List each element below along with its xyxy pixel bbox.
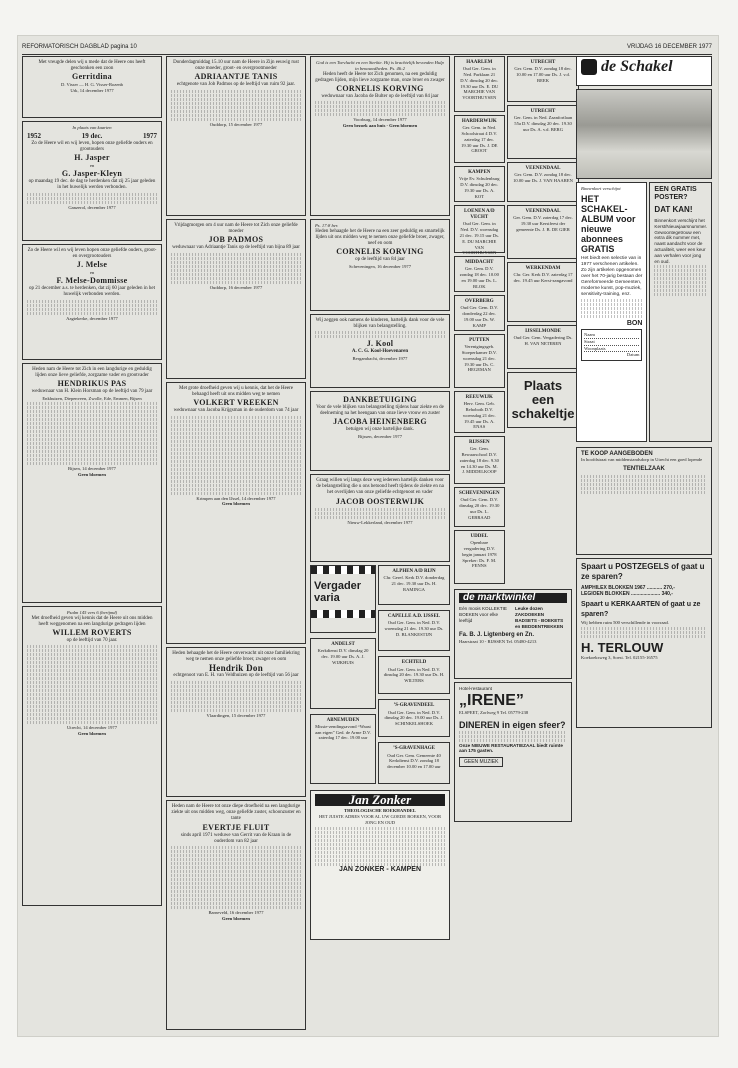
notice-text: Graag willen wij langs deze weg iedereen hartelijk danken voor de belangstelling die u ons betoond heeft tijdens de ziekte en na het overlijden van onze geliefde echtgenoot en vader: [316, 478, 444, 496]
anniversary-date: 19 dec.: [81, 131, 103, 140]
postzegels-line-2: LEGIOEN BLOKKEN ..................... 340,-: [581, 591, 673, 598]
hotel-irene-ad: [454, 682, 572, 822]
obituary-fluit: [166, 800, 306, 1030]
poster-text: Binnenkort verschijnt het Kerst/Nieuwjaarsnummer. Gewoontegetrouw een extra dik nummer met, naast aandacht voor de actualiteit, weer een keur aan verhalen voor jong en oud.: [654, 218, 708, 264]
notice-name: CORNELIS KORVING: [336, 84, 424, 93]
notice-name: CORNELIS KORVING: [336, 247, 424, 257]
column-2: [166, 56, 306, 1031]
notice-place: Bijssen, december 1977: [357, 433, 402, 439]
church-item-2: KAMPEN Vrije Ev. Schulenburg D.V. dinsdag 20 dec. 19.30 uur Ds. A. KOT: [454, 166, 505, 202]
te-koop-sub: TENTIELZAAK: [623, 466, 665, 472]
poster-question: EEN GRATIS POSTER?: [654, 186, 697, 201]
notice-place: Utrecht, 14 december 1977: [66, 725, 117, 731]
obituary-pas: [22, 363, 162, 603]
notice-text: Heden nam de Heere tot onze diepe droefheid na een langdurige ziekte uit ons midden weg, onze geliefde zuster, schoonzuster en tante: [171, 804, 301, 822]
notice-text: weduwnaar van Jacoba Krijgsman in de ouderdom van 74 jaar: [173, 408, 299, 414]
notice-name: JACOBA HEINENBERG: [333, 417, 427, 427]
notice-name: G. Jasper-Kleyn: [61, 169, 123, 179]
schakel-album-card: [576, 182, 647, 442]
notice-text: op maandag 19 dec. de dag te herdenken dat zij 25 jaar geleden in het huwelijk werden verbonden.: [28, 179, 156, 191]
notice-name: EVERTJE FLUIT: [202, 822, 270, 832]
year-start: 1952: [27, 131, 41, 140]
church-item-12: UTRECHT Ger. Gem. in Ned. Zaanfortlaan 55a D.V. dinsdag 20 dec. 19.30 uur Ds. A. v.d. BERG: [507, 105, 580, 159]
notice-and: en: [89, 163, 95, 169]
plaats-schakeltje-ad: [507, 372, 580, 428]
thanks-kool: [310, 314, 450, 388]
notice-place: Bergambacht, december 1977: [352, 355, 408, 361]
notice-and: en: [89, 270, 95, 276]
postzegels-addr: Koekoeksweg 3, Soest. Tel. 02155-16575: [581, 655, 658, 661]
column-5: [576, 56, 712, 1031]
hotel-name: „IRENE”: [459, 691, 524, 709]
notice-place: Ganzerol, december 1977: [68, 204, 116, 210]
notice-closing: Geen bloemen: [78, 731, 106, 737]
church-list-left: [454, 56, 505, 587]
notice-name-2: A. C. G. Kool-Hoevenaren: [351, 349, 409, 355]
notice-closing: Geen bezoek aan huis - Geen bloemen: [342, 123, 418, 128]
church-item-8: RIJSSEN Ger. Gem. Bewaarschool D.V. zaterdag 18 dec. 9.30 en 14.30 uur Ds. M. J. MIDDELKOOP: [454, 436, 505, 484]
meeting-item-5: ’S-GRAVENDEEL Oud Ger. Gem. in Ned. D.V. dinsdag 20 dec. 19.00 uur Ds. J. SCHINKELSHOEK: [378, 699, 450, 737]
notice-text: Heden heeft de Heere tot Zich genomen, na een geduldig gedragen lijden, mijn lieve zorgzame man, onze broer en zwager: [315, 71, 445, 83]
notice-text: weduwnaar van Jacoba de Bulter op de leeftijd van 84 jaar: [321, 94, 439, 99]
notice-text: Vrijdagmorgen om 4 uur nam de Heere tot Zich onze geliefde moeder: [174, 223, 298, 235]
notice-place: Nieuw-Lekkerland, december 1977: [347, 519, 413, 525]
church-item-5: OVERBERG Oud Ger. Gem. D.V. donderdag 22 dec. 19.00 uur Ds. W. KAMP: [454, 295, 505, 331]
church-item-1: HARDERWIJK Ger. Gem. in Ned. Schoolstraat 4 D.V. zaterdag 17 dec. 19.30 uur Ds. J. DE GROOT: [454, 115, 505, 163]
notice-text: op de leeftijd van 84 jaar: [355, 257, 405, 263]
te-koop-text: In hoofdstraat van middenstandsdorp in Utrecht een goed lopende: [581, 457, 703, 463]
notice-text: Met grote droefheid geven wij u kennis, dat het de Heere behaagd heeft uit ons midden weg te nemen: [179, 386, 293, 398]
notice-place: Ouddorp, 16 december 1977: [209, 284, 263, 290]
notice-text: Met droefheid geven wij kennis dat de Heere uit ons midden heeft weggenomen na een langdurige gedragen lijden: [31, 615, 153, 627]
obituary-korving-1: [310, 56, 450, 216]
notice-name: J. Melse: [76, 260, 108, 270]
notice-quote: Psalm 145 vers 6 (berijmd): [66, 610, 118, 615]
notice-text: weduwnaar van Adriaantje Tanis op de leeftijd van bijna 89 jaar: [172, 245, 300, 251]
card-label: Binnenkort verschijnt: [581, 186, 621, 191]
notice-text: betuigen wij onze hartelijke dank.: [346, 427, 414, 433]
thanks-oosterwijk: [310, 474, 450, 562]
church-item-4: MIDDACHT Ger. Gem. D.V. zondag 18 dec. 10.00 en 19.00 uur Ds. L. BLOK: [454, 256, 505, 292]
thanks-heinenberg: [310, 391, 450, 471]
bookshop-text: HET JUISTE ADRES VOOR AL UW GOEDE BOEKEN, VOOR JONG EN OUD: [318, 814, 442, 825]
notice-text: Voor de vele blijken van belangstelling tijdens haar ziekte en de deelneming na het heengaan van onze lieve vrouw en zuster: [316, 405, 444, 417]
markt-sub: Leuke dozen ZAKDOEKEN BADSETS - BOEKETS en BEDDENTREKKEN: [515, 606, 564, 629]
page-header: [22, 40, 712, 55]
vergader-varia-logo: [310, 565, 376, 633]
notice-name: J. Kool: [366, 339, 394, 349]
notice-text: weduwnaar van H. Klein Horsman op de leeftijd van 79 jaar: [31, 389, 153, 395]
postzegels-ad: [576, 558, 712, 728]
notice-place: Vlaardingen, 15 december 1977: [206, 712, 266, 718]
markt-text: Eén moois KOLLEKTIE BOEKEN voor elke leeftijd: [459, 606, 508, 623]
notice-text: Zo de Heere wil en wij leven, hopen onze geliefde ouders en grootouders: [31, 141, 153, 153]
notice-place: Scheveningen, 16 december 1977: [349, 263, 411, 269]
meeting-item-4: ECHTELD Oud Ger. Gem. in Ned. D.V. dinsdag 20 dec. 19.30 uur Ds. H. WILTERS: [378, 656, 450, 694]
church-item-11: UTRECHT Ger. Gem. D.V. zondag 18 dec. 10.00 en 17.00 uur Ds. J. v.d. BEEK: [507, 56, 580, 102]
winter-photo: [576, 89, 712, 179]
meeting-item-1: ABNEMUDEN Missie-zendingsavond “Waast aan eigen” Ged. de Arme D.V. zaterdag 17 dec. 19.00 uur: [310, 714, 376, 784]
postzegels-text: Wij hebben ruim 500 verschillende in voorraad.: [581, 620, 669, 626]
header-right: VRIJDAG 16 DECEMBER 1977: [626, 44, 712, 50]
meeting-item-3: CAPELLE A.D. IJSSEL Oud Ger. Gem. in Ned. D.V. woensdag 21 dec. 19.30 uur Ds. D. BLANKESTIJN: [378, 610, 450, 652]
church-item-16: IJSSELMONDE Oud Ger. Gem. Vergadering Ds. H. VAN NETEREN: [507, 325, 580, 369]
column-1: [22, 56, 162, 1031]
church-item-13: VEENENDAAL Ger. Gem. D.V. zondag 18 dec. 10.00 uur Ds. J. VAN HAAREN: [507, 162, 580, 202]
poster-promo: [649, 182, 712, 442]
plaats-title: Plaats een schakeltje: [511, 378, 575, 421]
notice-place: Bijsen, 14 december 1977: [68, 466, 116, 472]
card-head: HET SCHAKEL-ALBUM voor nieuwe abonnees GRATIS: [581, 193, 636, 254]
notice-text: echtgenote van Job Padmos op de leeftijd van ruim 92 jaar.: [176, 82, 296, 88]
anniversary-notice-1: [22, 121, 162, 241]
bookshop-name: Jan Zonker: [348, 792, 412, 807]
church-list-right: [507, 56, 580, 587]
schakel-logo-icon: [581, 59, 597, 75]
te-koop-ad: [576, 447, 712, 555]
notice-closing: Geen bloemen: [222, 501, 250, 507]
postzegels-question: Spaart u KERKAARTEN of gaat u ze sparen?: [581, 601, 701, 619]
schakel-logo-text: de Schakel: [601, 57, 673, 75]
bon-field-city[interactable]: Woonplaats: [584, 346, 639, 353]
hotel-addr: ELSPEET, Zorlweg 9 Tel. 05779-238: [459, 709, 529, 715]
notice-text: Heden nam de Heere tot Zich in een langdurige en geduldig lijden onze lieve geliefde, zorgzame vader en grootvader: [32, 367, 152, 379]
notice-text: Donderdagmiddag 15.10 uur nam de Heere in Zijn eeuwig rust onze moeder, groot- en overgrootmoeder: [173, 60, 299, 72]
column-3: [310, 56, 450, 1031]
notice-place: Aagtekerke, december 1977: [66, 315, 118, 321]
meeting-section: [310, 565, 450, 787]
bookshop-footer: JAN ZONKER - KAMPEN: [338, 865, 422, 873]
notice-place: Voorburg, 14 december 1977: [353, 117, 407, 123]
hotel-badge: GEEN MUZIEK: [459, 757, 503, 767]
notice-text: echtgenoot van E. H. van Veldhuizen op de leeftijd van 56 jaar: [173, 673, 299, 679]
marktwinkel-ad: [454, 589, 572, 679]
schakel-logo-bar: [576, 56, 712, 86]
bon-form: [581, 329, 642, 361]
notice-place: Barneveld, 16 december 1977: [208, 910, 264, 916]
birth-notice: [22, 56, 162, 118]
header-left: REFORMATORISCH DAGBLAD pagina 10: [22, 44, 137, 50]
markt-addr: Haarstraat 10 - RIJSSEN Tel. 05480-4213: [459, 638, 537, 644]
markt-name: Fa. B. J. Ligtenberg en Zn.: [459, 632, 535, 639]
notice-family: Enkhuizen, Diepenveen, Zwolle, Ede, Emmen, Bijsen: [42, 395, 142, 401]
hotel-ask: DINEREN in eigen sfeer?: [459, 719, 566, 730]
church-item-3: LOENEN A/D VECHT Oud Ger. Gem. in Ned. D.V. woensdag 21 dec. 19.15 uur Ds. E. DU MARCHIE VAN VOORTHUYSEN: [454, 205, 505, 253]
notice-name: H. Jasper: [74, 153, 110, 163]
obituary-vreeken: [166, 382, 306, 644]
postzegels-line-1: AMPHILEX BLOKKEN 1967 ........... 270,-: [581, 585, 675, 591]
church-item-9: SCHEVENINGEN Oud Ger. Gem. D.V. dinsdag 20 dec. 19.30 uur Ds. L. GEBRAAD: [454, 487, 505, 527]
notice-name: JOB PADMOS: [208, 235, 264, 245]
notice-name: VOLKERT VREEKEN: [193, 398, 279, 408]
notice-text: sinds april 1971 weduwe van Gerrit van de Kraan in de ouderdom van 82 jaar: [180, 832, 292, 844]
obituary-tanis: [166, 56, 306, 216]
notice-text: Wij zeggen ook namens de kinderen, hartelijk dank voor de vele blijken van belangstelling.: [315, 318, 445, 330]
meeting-item-0: ANDELST Kerkdienst D.V. dinsdag 20 dec. 19.00 uur Ds. A. J. WIJKHUIS: [310, 638, 376, 708]
vergader-varia-title: Vergader varia: [314, 580, 362, 604]
church-item-10: UDDEL Openbare vergadering D.V. begin januari 1978 Spreker: Ds. F. M. FENNS: [454, 530, 505, 584]
notice-name: HENDRIKUS PAS: [57, 379, 127, 389]
church-item-0: HAARLEM Oud Ger. Gem. in Ned. Parklaan 21 D.V. dinsdag 20 dec. 19.30 uur Ds. E. DU MARCHIE VAN VOORTHUYSEN: [454, 56, 505, 112]
notice-closing: Geen bloemen: [78, 472, 106, 478]
notice-title: DANKBETUIGING: [343, 395, 417, 404]
notice-quote: God is een Toevlucht en een Sterkte. Hij is krachtelijk bevonden Hulp in benauwdheden. Ps. 46:2: [316, 60, 444, 71]
notice-name: WILLEM ROVERTS: [52, 628, 132, 638]
bookshop-sub: THEOLOGISCHE BOEKHANDEL: [344, 808, 416, 814]
card-text: Het biedt een selectie van in 1977 verschenen artikelen. Zo zijn artikelen opgenomen over het 70-jarig bestaan der Gereformeerde Gemeenten, moderne kunst, pop-muziek, sensitivity-training, enz.: [581, 255, 643, 297]
notice-intro: In plaats van kaarten: [72, 125, 112, 130]
notice-name: F. Melse-Dommisse: [56, 276, 128, 286]
meeting-item-2: ALPHEN A/D RIJN Chr. Geref. Kerk D.V. donderdag 21 dec. 19.30 uur Ds. H. RAMINGA: [378, 565, 450, 605]
notice-place: Urk, 14 december 1977: [70, 88, 114, 94]
postzegels-name: H. TERLOUW: [581, 640, 664, 656]
year-end: 1977: [142, 131, 157, 140]
anniversary-notice-2: [22, 244, 162, 360]
notice-text: op 21 december a.s. te herdenken, dat zij 60 jaar geleden in het huwelijk verbonden werden.: [29, 286, 155, 298]
notice-text: Met vreugde delen wij u mede dat de Heere ons heeft geschonken een zoon: [38, 60, 146, 72]
notice-text: Heden behaagde het de Heere onverwacht uit onze familiekring weg te nemen onze geliefde broer, zwager en oom: [172, 651, 300, 663]
notice-name: Hendrik Don: [208, 663, 264, 674]
notice-parents: D. Visser — H. G. Visser-Rozenb: [61, 82, 123, 88]
hotel-title: Hotel-restaurant: [459, 686, 492, 691]
notice-name: ADRIAANTJE TANIS: [194, 72, 278, 82]
notice-text: Zo de Heere wil en wij leven hopen onze geliefde ouders, groot- en overgrootouders: [27, 248, 157, 260]
notice-ref: Ps. 17:8 ber.: [315, 223, 339, 228]
church-item-15: WERKENDAM Chr. Ger. Kerk D.V. zaterdag 17 dec. 19.45 uur Kerst-zangavond: [507, 262, 580, 322]
bon-field-name[interactable]: Naam: [584, 332, 639, 339]
church-item-14: VEENENDAAL Ger. Gem. D.V. zaterdag 17 dec. 19.30 uur Kerstfeest der gemeente Ds. J. B. DE GIER: [507, 205, 580, 259]
bon-field-street[interactable]: Straat: [584, 339, 639, 346]
obituary-padmos: [166, 219, 306, 379]
bon-field-date[interactable]: Datum: [626, 352, 640, 358]
hotel-footer: Onze NIEUWE RESTAURATIEZAAL biedt ruimte aan 175 gasten.: [459, 742, 563, 754]
notice-text: Heden behaagde het de Heere na een zeer geduldig en smartelijk lijden uit ons midden weg te nemen onze geliefde broer, zwager, neef en oom: [315, 228, 445, 247]
church-item-7: REEUWIJK Herv. Gem. Geb. Rehoboth D.V. woensdag 21 dec. 19.45 uur Ds. A. ENAS: [454, 391, 505, 433]
notice-place: Krimpen aan den IJssel, 14 december 1977: [196, 495, 276, 501]
poster-answer: DAT KAN!: [654, 205, 693, 214]
bookshop-ad: [310, 790, 450, 940]
notice-name: JACOB OOSTERWIJK: [335, 496, 425, 506]
obituary-don: [166, 647, 306, 797]
te-koop-title: TE KOOP AANGEBODEN: [581, 451, 653, 457]
notice-name: Gerritdina: [72, 72, 112, 82]
notice-place: Ouddorp, 15 december 1977: [209, 121, 263, 127]
meeting-item-6: ’S-GRAVENHAGE Oud Ger. Gem. Gemeente 40 Kerkdienst D.V. zondag 18 december 10.00 en 17.00 uur: [378, 742, 450, 784]
obituary-korving-2: [310, 219, 450, 311]
bon-title: BON: [626, 319, 643, 327]
notice-text: op de leeftijd van 70 jaar.: [66, 638, 118, 644]
markt-title: de marktwinkel: [459, 593, 567, 603]
postzegels-title: Spaart u POSTZEGELS of gaat u ze sparen?: [581, 562, 705, 581]
obituary-roverts: [22, 606, 162, 906]
notice-closing: Geen bloemen: [222, 915, 250, 921]
column-4: [454, 56, 575, 1031]
church-item-6: PUTTEN Verenigingsgeb. Stoeperkamer D.V. woensdag 21 dec. 19.30 uur Ds. C. HEGEMAN: [454, 334, 505, 388]
